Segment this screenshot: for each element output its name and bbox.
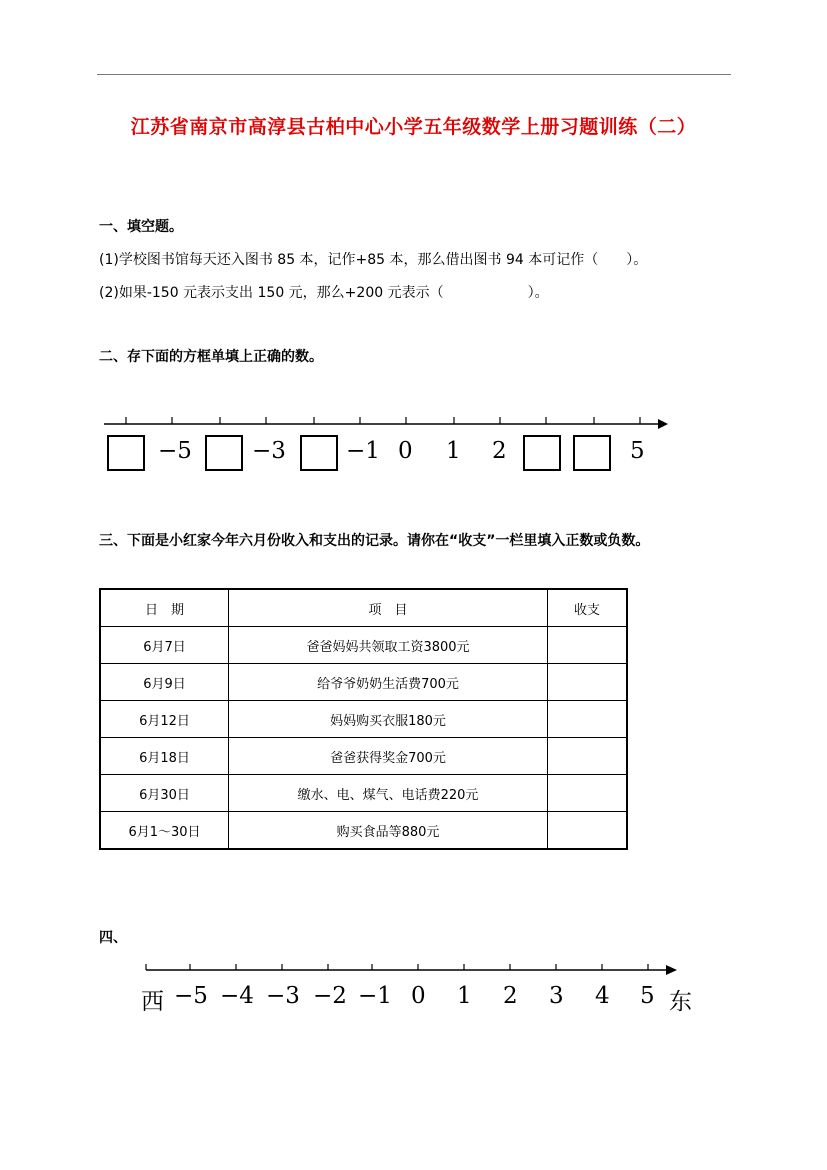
east-label: 东 (669, 989, 692, 1015)
question-2: (2)如果-150 元表示支出 150 元，那么+200 元表示（ ）。 (99, 285, 549, 301)
section3-heading: 三、下面是小红家今年六月份收入和支出的记录。请你在“收支”一栏里填入正数或负数。 (99, 533, 650, 549)
number-line-2 (0, 940, 827, 980)
nl2-label: 4 (595, 983, 610, 1009)
cell-balance-input[interactable] (548, 627, 628, 664)
nl1-label: 0 (398, 438, 413, 464)
nl2-label: 2 (503, 983, 518, 1009)
nl1-label: −5 (158, 438, 192, 464)
answer-box-3[interactable] (300, 435, 338, 471)
cell-balance-input[interactable] (548, 738, 628, 775)
table-row (100, 812, 627, 850)
cell-date: 6月9日 (100, 664, 229, 701)
section2-heading: 二、存下面的方框单填上正确的数。 (99, 349, 323, 365)
nl1-label: 5 (630, 438, 645, 464)
cell-item: 购买食品等880元 (229, 812, 548, 850)
cell-date: 6月30日 (100, 775, 229, 812)
cell-date: 6月12日 (100, 701, 229, 738)
nl2-label: −2 (313, 983, 347, 1009)
nl2-label: −1 (358, 983, 392, 1009)
number-line-1-arrow (658, 419, 668, 429)
cell-date: 6月7日 (100, 627, 229, 664)
nl2-label: −4 (220, 983, 254, 1009)
cell-item: 给爷爷奶奶生活费700元 (229, 664, 548, 701)
section4-heading: 四、 (99, 930, 127, 946)
cell-balance-input[interactable] (548, 775, 628, 812)
table-row (100, 775, 627, 812)
cell-item: 妈妈购买衣服180元 (229, 701, 548, 738)
nl2-label: −5 (174, 983, 208, 1009)
question-1: (1)学校图书馆每天还入图书 85 本，记作+85 本，那么借出图书 94 本可记作（ ）。 (99, 252, 648, 268)
nl1-label: −1 (346, 438, 380, 464)
answer-box-5[interactable] (573, 435, 611, 471)
table-row (100, 664, 627, 701)
table-row (100, 738, 627, 775)
answer-box-1[interactable] (107, 435, 145, 471)
cell-item: 爸爸获得奖金700元 (229, 738, 548, 775)
nl1-label: −3 (252, 438, 286, 464)
number-line-2-ticks (146, 964, 648, 970)
records-table (99, 588, 628, 850)
column-header-date: 日 期 (100, 589, 229, 627)
cell-balance-input[interactable] (548, 701, 628, 738)
nl2-label: −3 (266, 983, 300, 1009)
number-line-2-arrow (666, 965, 677, 975)
answer-box-2[interactable] (205, 435, 243, 471)
nl1-label: 2 (492, 438, 507, 464)
number-line-1 (0, 0, 827, 500)
page-title: 江苏省南京市高淳县古柏中心小学五年级数学上册习题训练（二） (130, 116, 697, 138)
cell-balance-input[interactable] (548, 812, 628, 850)
west-label: 西 (141, 989, 164, 1015)
cell-date: 6月18日 (100, 738, 229, 775)
nl2-label: 1 (457, 983, 472, 1009)
table-header-row (100, 589, 627, 627)
nl1-label: 1 (446, 438, 461, 464)
table-row (100, 701, 627, 738)
nl2-label: 5 (640, 983, 655, 1009)
column-header-item: 项 目 (229, 589, 548, 627)
cell-date: 6月1～30日 (100, 812, 229, 850)
nl2-label: 0 (411, 983, 426, 1009)
cell-item: 缴水、电、煤气、电话费220元 (229, 775, 548, 812)
table-row (100, 627, 627, 664)
cell-item: 爸爸妈妈共领取工资3800元 (229, 627, 548, 664)
cell-balance-input[interactable] (548, 664, 628, 701)
number-line-1-ticks (126, 417, 640, 424)
column-header-balance: 收支 (548, 589, 628, 627)
nl2-label: 3 (549, 983, 564, 1009)
section1-heading: 一、填空题。 (99, 219, 183, 235)
answer-box-4[interactable] (523, 435, 561, 471)
